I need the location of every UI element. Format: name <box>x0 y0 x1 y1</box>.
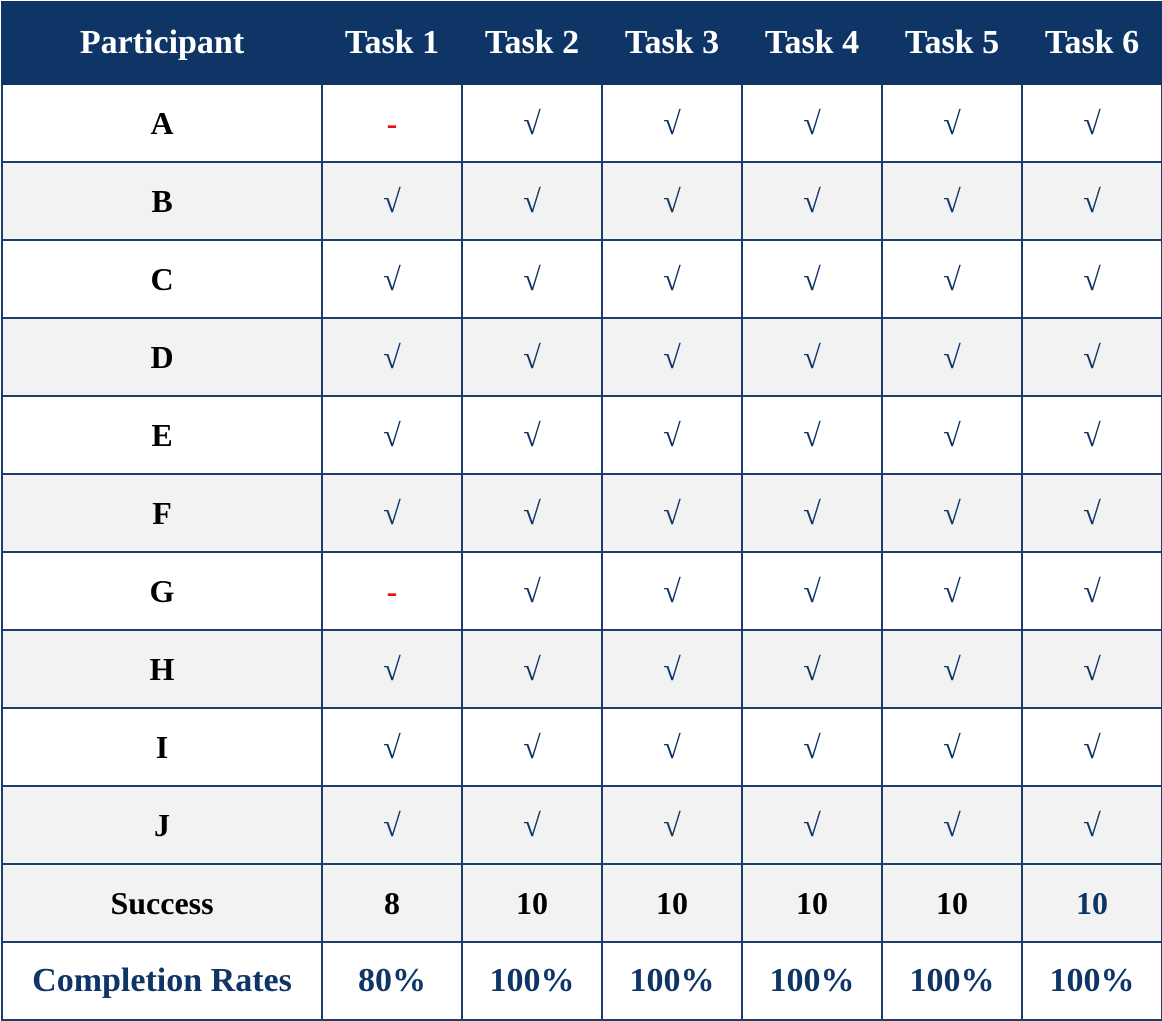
participant-row <box>2 552 1162 630</box>
participant-label: G <box>2 552 322 630</box>
task-success-check-icon: √ <box>462 162 602 240</box>
task-success-check-icon: √ <box>742 786 882 864</box>
participant-label: I <box>2 708 322 786</box>
header-participant: Participant <box>2 2 322 84</box>
participant-row <box>2 318 1162 396</box>
completion-rate-value: 100% <box>602 942 742 1020</box>
task-success-check-icon: √ <box>882 396 1022 474</box>
task-success-check-icon: √ <box>462 474 602 552</box>
success-value: 10 <box>462 864 602 942</box>
success-value: 8 <box>322 864 462 942</box>
participant-label: B <box>2 162 322 240</box>
task-success-check-icon: √ <box>602 786 742 864</box>
success-value: 10 <box>602 864 742 942</box>
participant-row <box>2 84 1162 162</box>
task-success-check-icon: √ <box>742 474 882 552</box>
participant-label: H <box>2 630 322 708</box>
participant-label: E <box>2 396 322 474</box>
completion-rates-row <box>2 942 1162 1020</box>
task-success-check-icon: √ <box>1022 396 1162 474</box>
task-success-check-icon: √ <box>882 786 1022 864</box>
participant-row <box>2 474 1162 552</box>
task-success-check-icon: √ <box>742 708 882 786</box>
task-success-check-icon: √ <box>322 318 462 396</box>
success-value: 10 <box>742 864 882 942</box>
task-success-check-icon: √ <box>322 162 462 240</box>
participant-label: J <box>2 786 322 864</box>
task-success-check-icon: √ <box>322 396 462 474</box>
task-success-check-icon: √ <box>602 240 742 318</box>
header-task-3: Task 3 <box>602 2 742 84</box>
task-success-check-icon: √ <box>602 396 742 474</box>
participant-label: A <box>2 84 322 162</box>
task-success-check-icon: √ <box>602 318 742 396</box>
completion-rates-label: Completion Rates <box>2 942 322 1020</box>
task-success-check-icon: √ <box>322 786 462 864</box>
task-success-check-icon: √ <box>742 396 882 474</box>
success-value: 10 <box>882 864 1022 942</box>
header-task-1: Task 1 <box>322 2 462 84</box>
task-success-check-icon: √ <box>1022 240 1162 318</box>
task-success-check-icon: √ <box>462 240 602 318</box>
participant-label: C <box>2 240 322 318</box>
task-success-check-icon: √ <box>462 318 602 396</box>
task-success-check-icon: √ <box>882 84 1022 162</box>
task-success-check-icon: √ <box>602 162 742 240</box>
task-success-check-icon: √ <box>1022 786 1162 864</box>
task-success-check-icon: √ <box>602 708 742 786</box>
task-success-check-icon: √ <box>882 318 1022 396</box>
participant-label: D <box>2 318 322 396</box>
task-success-check-icon: √ <box>1022 162 1162 240</box>
participant-row <box>2 786 1162 864</box>
task-success-check-icon: √ <box>602 84 742 162</box>
task-failed-mark: - <box>322 552 462 630</box>
task-success-check-icon: √ <box>1022 318 1162 396</box>
task-success-check-icon: √ <box>882 240 1022 318</box>
success-value: 10 <box>1022 864 1162 942</box>
task-success-check-icon: √ <box>602 630 742 708</box>
participant-row <box>2 630 1162 708</box>
task-completion-table <box>1 1 1162 1021</box>
task-success-check-icon: √ <box>742 84 882 162</box>
task-success-check-icon: √ <box>602 474 742 552</box>
task-success-check-icon: √ <box>322 708 462 786</box>
completion-rate-value: 100% <box>462 942 602 1020</box>
task-success-check-icon: √ <box>462 708 602 786</box>
task-success-check-icon: √ <box>462 396 602 474</box>
task-success-check-icon: √ <box>742 162 882 240</box>
completion-rate-value: 100% <box>1022 942 1162 1020</box>
participant-row <box>2 240 1162 318</box>
task-failed-mark: - <box>322 84 462 162</box>
header-task-2: Task 2 <box>462 2 602 84</box>
task-success-check-icon: √ <box>462 786 602 864</box>
header-row <box>2 2 1162 84</box>
participant-label: F <box>2 474 322 552</box>
success-label: Success <box>2 864 322 942</box>
completion-rate-value: 100% <box>882 942 1022 1020</box>
task-success-check-icon: √ <box>742 318 882 396</box>
task-success-check-icon: √ <box>1022 474 1162 552</box>
task-success-check-icon: √ <box>322 474 462 552</box>
task-success-check-icon: √ <box>1022 708 1162 786</box>
task-success-check-icon: √ <box>882 630 1022 708</box>
task-success-check-icon: √ <box>1022 552 1162 630</box>
completion-rate-value: 80% <box>322 942 462 1020</box>
task-success-check-icon: √ <box>462 630 602 708</box>
participant-row <box>2 162 1162 240</box>
task-success-check-icon: √ <box>882 162 1022 240</box>
success-row <box>2 864 1162 942</box>
task-success-check-icon: √ <box>742 240 882 318</box>
task-success-check-icon: √ <box>462 84 602 162</box>
task-success-check-icon: √ <box>1022 630 1162 708</box>
participant-row <box>2 708 1162 786</box>
task-success-check-icon: √ <box>462 552 602 630</box>
task-success-check-icon: √ <box>882 474 1022 552</box>
task-success-check-icon: √ <box>602 552 742 630</box>
task-success-check-icon: √ <box>1022 84 1162 162</box>
header-task-5: Task 5 <box>882 2 1022 84</box>
task-success-check-icon: √ <box>742 552 882 630</box>
task-success-check-icon: √ <box>742 630 882 708</box>
header-task-4: Task 4 <box>742 2 882 84</box>
completion-rate-value: 100% <box>742 942 882 1020</box>
task-success-check-icon: √ <box>322 630 462 708</box>
participant-row <box>2 396 1162 474</box>
header-task-6: Task 6 <box>1022 2 1162 84</box>
task-success-check-icon: √ <box>882 708 1022 786</box>
task-success-check-icon: √ <box>882 552 1022 630</box>
task-success-check-icon: √ <box>322 240 462 318</box>
